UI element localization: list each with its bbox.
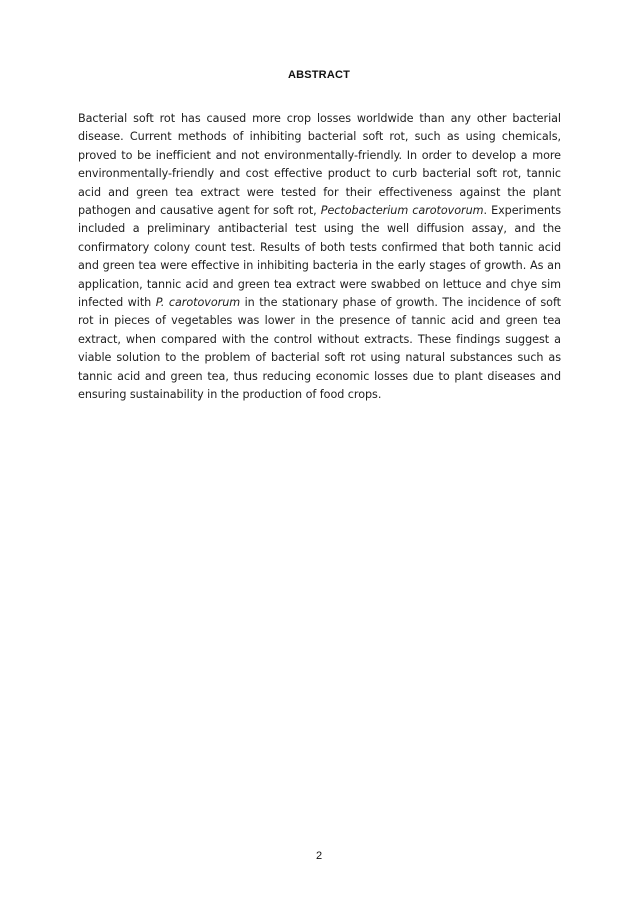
abstract-text-part-2: . Experiments included a preliminary antibacterial test using the well diffusion assay, and the confirmatory colony count test. Results of both tests confirmed that both tannic acid and green tea were effective in inhibiting bacteria in the early stages of growth. As an application, tannic acid and green tea extract were swabbed on lettuce and chye sim infected with bbox=[78, 204, 562, 310]
page-number: 2 bbox=[315, 850, 323, 862]
species-name-full: Pectobacterium carotovorum bbox=[320, 204, 484, 218]
abstract-text-part-1: Bacterial soft rot has caused more crop losses worldwide than any other bacterial disease. Current methods of inhibiting bacterial soft rot, such as using chemicals, proved to be inefficient and not environmentally-friendly. In order to develop a more environmentally-friendly and cost effective product to curb bacterial soft rot, tannic acid and green tea extract were tested for their effectiveness against the plant pathogen and causative agent for soft rot, bbox=[78, 112, 561, 218]
abstract-text-part-3: in the stationary phase of growth. The incidence of soft rot in pieces of vegetables was lower in the presence of tannic acid and green tea extract, when compared with the control without extracts. These findings suggest a viable solution to the problem of bacterial soft rot using natural substances such as tannic acid and green tea, thus reducing economic losses due to plant diseases and ensuring sustainability in the production of food crops. bbox=[78, 296, 561, 402]
species-name-abbrev: P. carotovorum bbox=[155, 296, 241, 310]
abstract-heading: ABSTRACT bbox=[287, 69, 351, 81]
abstract-paragraph bbox=[78, 110, 561, 405]
